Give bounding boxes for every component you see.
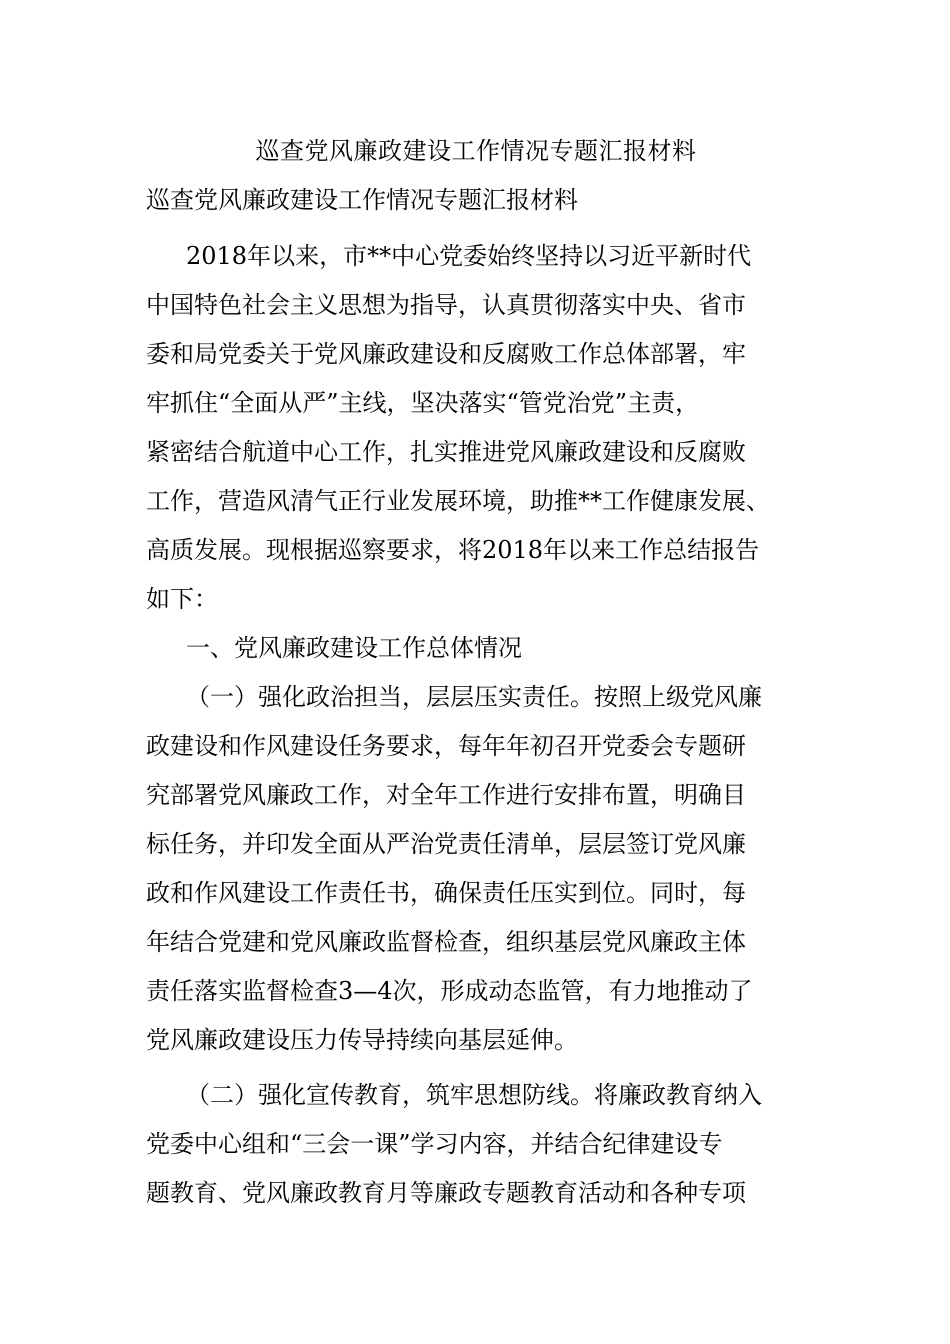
paragraph-line: 牢抓住“全面从严”主线，坚决落实“管党治党”主责， (146, 389, 700, 417)
paragraph-line: 责任落实监督检查3—4次，形成动态监管，有力地推动了 (146, 977, 753, 1005)
paragraph-line: 党委中心组和“三会一课”学习内容，并结合纪律建设专 (146, 1130, 723, 1158)
paragraph-line: 如下： (146, 585, 218, 613)
paragraph-line: 工作，营造风清气正行业发展环境，助推**工作健康发展、 (146, 487, 770, 515)
paragraph-line: 2018年以来，市**中心党委始终坚持以习近平新时代 (186, 242, 752, 270)
paragraph-line: （一）强化政治担当，层层压实责任。按照上级党风廉 (186, 683, 762, 711)
paragraph-line: 标任务，并印发全面从严治党责任清单，层层签订党风廉 (146, 830, 746, 858)
paragraph-line: 年结合党建和党风廉政监督检查，组织基层党风廉政主体 (146, 928, 746, 956)
paragraph-line: （二）强化宣传教育，筑牢思想防线。将廉政教育纳入 (186, 1081, 762, 1109)
paragraph-line: 高质发展。现根据巡察要求，将2018年以来工作总结报告 (146, 536, 760, 564)
paragraph-line: 究部署党风廉政工作，对全年工作进行安排布置，明确目 (146, 781, 746, 809)
paragraph-line: 紧密结合航道中心工作，扎实推进党风廉政建设和反腐败 (146, 438, 746, 466)
paragraph-line: 政和作风建设工作责任书，确保责任压实到位。同时，每 (146, 879, 746, 907)
paragraph-line: 党风廉政建设压力传导持续向基层延伸。 (146, 1026, 578, 1054)
paragraph-line: 中国特色社会主义思想为指导，认真贯彻落实中央、省市 (146, 291, 746, 319)
paragraph-line: 委和局党委关于党风廉政建设和反腐败工作总体部署，牢 (146, 340, 746, 368)
document-subtitle: 巡查党风廉政建设工作情况专题汇报材料 (146, 186, 578, 214)
document-title: 巡查党风廉政建设工作情况专题汇报材料 (255, 137, 697, 165)
paragraph-line: 题教育、党风廉政教育月等廉政专题教育活动和各种专项 (146, 1179, 746, 1207)
paragraph-line: 政建设和作风建设任务要求，每年年初召开党委会专题研 (146, 732, 746, 760)
section-heading: 一、党风廉政建设工作总体情况 (186, 634, 522, 662)
